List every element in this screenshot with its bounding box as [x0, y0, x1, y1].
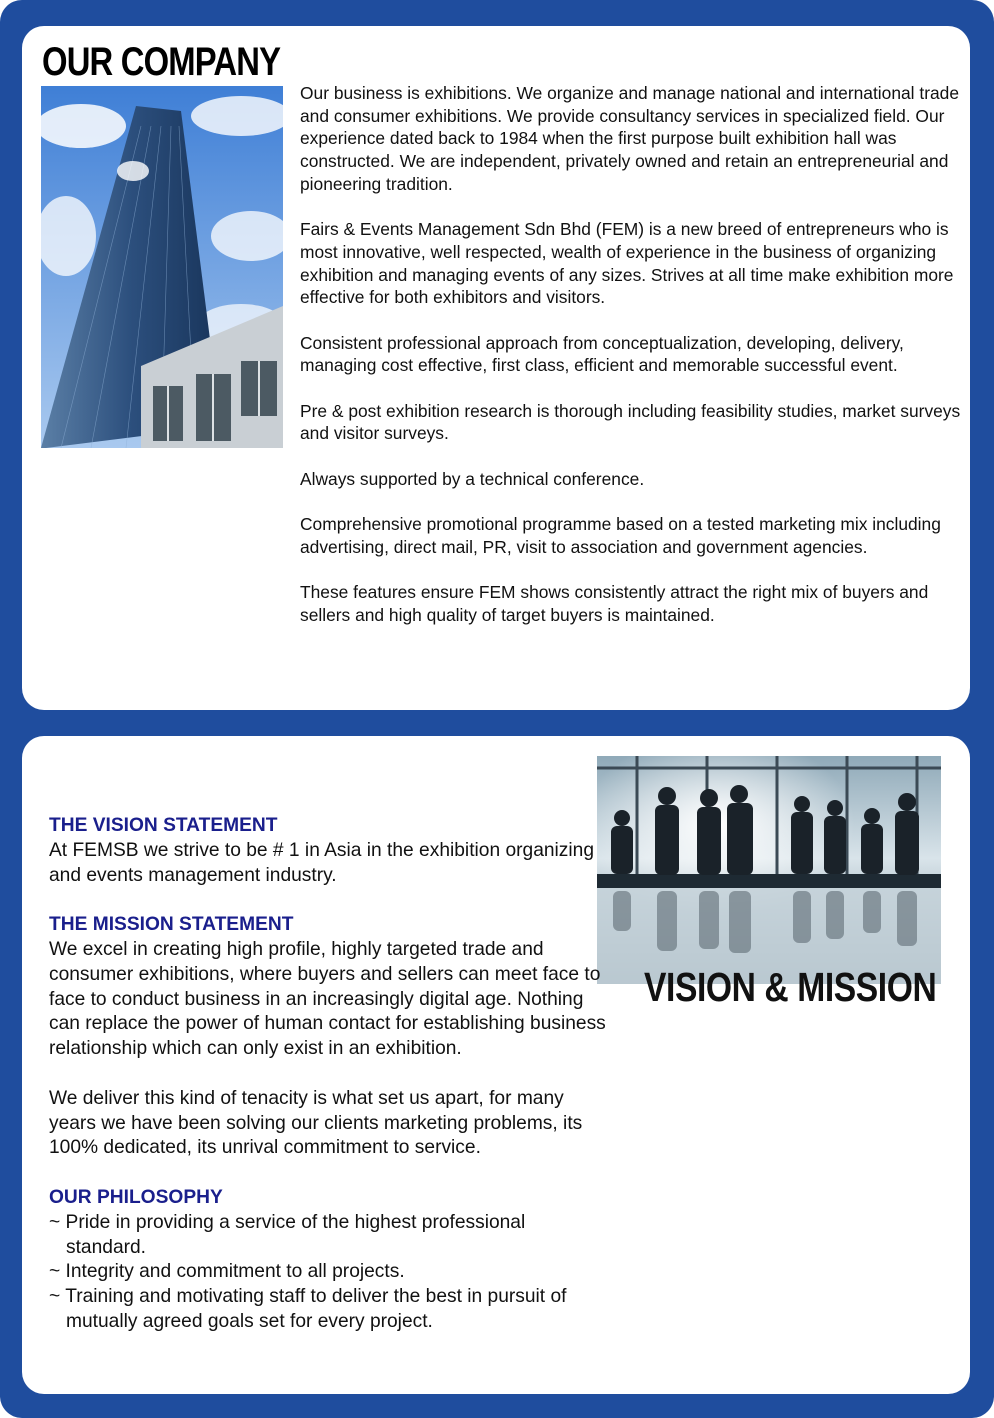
company-panel: [22, 26, 970, 710]
building-photo: [41, 86, 283, 448]
vision-mission-label: VISION & MISSION: [644, 964, 937, 1010]
mission-paragraph: We deliver this kind of tenacity is what set us apart, for many years we have been solving our clients marketing problems, its 100% dedicated, its unrival commitment to service.: [49, 1087, 583, 1159]
meeting-photo: [597, 756, 941, 984]
philosophy-item: ~ Training and motivating staff to deliver the best in pursuit of mutually agreed goals set for every project.: [49, 1286, 567, 1332]
philosophy-item: ~ Integrity and commitment to all projects.: [49, 1261, 405, 1283]
mission-title: THE MISSION STATEMENT: [49, 914, 294, 936]
vision-mission-text: [49, 814, 609, 1335]
vision-paragraph: At FEMSB we strive to be # 1 in Asia in the exhibition organizing and events management industry.: [49, 839, 594, 886]
mission-paragraph: We excel in creating high profile, highly targeted trade and consumer exhibitions, where buyers and sellers can meet face to face to conduct business in an increasingly digital age. Nothing can replace the power of human contact for establishing business relationship which can only exist in an exhibition.: [49, 938, 606, 1060]
philosophy-title: OUR PHILOSOPHY: [49, 1186, 223, 1208]
company-paragraph: Pre & post exhibition research is thorough including feasibility studies, market surveys and visitor surveys.: [300, 400, 961, 444]
company-paragraph: Always supported by a technical conference.: [300, 468, 645, 489]
company-description: [300, 82, 964, 649]
company-paragraph: Our business is exhibitions. We organize and manage national and international trade and consumer exhibitions. We provide consultancy services in specialized field. Our experience dated back to 1984 when the first purpose built exhibition hall was constructed. We are independent, privately owned and retain an entrepreneurial and pioneering tradition.: [300, 83, 960, 194]
vision-title: THE VISION STATEMENT: [49, 815, 278, 836]
company-paragraph: Consistent professional approach from conceptualization, developing, delivery, managing cost effective, first class, efficient and memorable successful event.: [300, 332, 904, 376]
company-paragraph: Fairs & Events Management Sdn Bhd (FEM) is a new breed of entrepreneurs who is most innovative, well respected, wealth of experience in the business of organizing exhibition and managing events of any sizes. Strives at all time make exhibition more effective for both exhibitors and visitors.: [300, 219, 954, 308]
philosophy-item: ~ Pride in providing a service of the highest professional standard.: [49, 1211, 526, 1258]
company-paragraph: These features ensure FEM shows consistently attract the right mix of buyers and sellers and high quality of target buyers is maintained.: [300, 581, 929, 625]
company-title: OUR COMPANY: [42, 40, 281, 84]
vision-panel: [22, 736, 970, 1394]
company-paragraph: Comprehensive promotional programme based on a tested marketing mix including advertising, direct mail, PR, visit to association and government agencies.: [300, 513, 941, 557]
